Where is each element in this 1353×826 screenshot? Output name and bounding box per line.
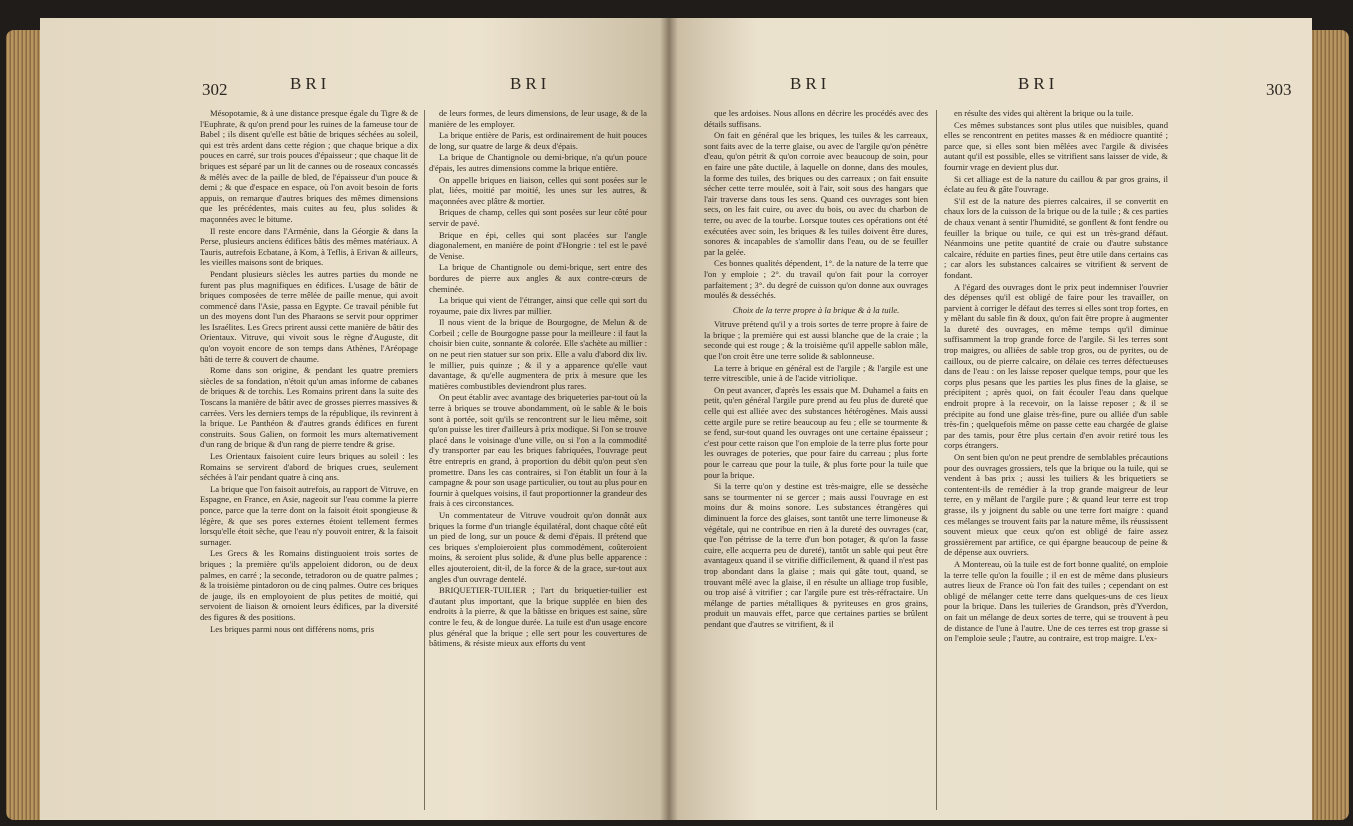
page-number-left: 302 <box>202 80 228 99</box>
paragraph: La terre à brique en général est de l'argile ; & l'argile est une terre vitrescible, unie à de l'acide vitriolique. <box>704 362 928 384</box>
paragraph: On peut établir avec avantage des briqueteries par-tout où la terre à briques se trouve abondamment, où le sable & le bois sont à portée, soit qu'ils se rencontrent sur le lieu même, soit qu'on puisse les tirer d'ailleurs à prix modique. Si l'on se trouve placé dans le voisinage d'une ville, ou si l'on a la commodité d'y transporter par eau les briques fabriquées, l'ouvrage peut être entrepris en grand, à proportion du débit qu'on peut s'en promettre. Dans les cas contraires, si l'on établit un four à la campagne & pour son usage particulier, ou tout au plus pour en fournir à quelques voisins, il faut proportionner la grandeur des frais à ces circonstances. <box>429 392 647 509</box>
running-head-right-1: BRI <box>790 74 831 93</box>
paragraph: Briques de champ, celles qui sont posées sur leur côté pour servir de pavé. <box>429 207 647 228</box>
paragraph: Les Orientaux faisoient cuire leurs briques au soleil : les Romains se servirent d'abord de briques crues, seulement séchées à l'air pendant quatre à cinq ans. <box>200 451 418 483</box>
paragraph: Mésopotamie, & à une distance presque égale du Tigre & de l'Euphrate, & qu'on prend pour les ruines de la fameuse tour de Babel ; ils disent qu'elle est bâtie de briques séchées au soleil, qui est très ardent dans cette région ; que chaque brique a dix pouces en carré, sur trois pouces d'épaisseur ; que chaque lit de briques est séparé par un lit de cannes ou de roseaux concassés & mêlés avec de la paille de bled, de l'épaisseur d'un pouce & demi ; & que d'espace en espace, où l'on avoit besoin de forts appuis, on remarque d'autres briques des mêmes dimensions que les précédentes, mais cuites au feu, plus solides & maçonnées avec le bitume. <box>200 108 418 224</box>
paragraph: Si la terre qu'on y destine est très-maigre, elle se dessèche sans se tourmenter ni se gercer ; mais aussi l'ouvrage en est moins dur & moins sonore. Les substances étrangères qui diminuent la force des glaises, sont tantôt une terre limoneuse & végétale, qui ne contribue en rien à la dureté des ouvrages (car, que l'on pétrisse de la terre d'un bon potager, & qu'on la fasse cuire, elle acquerra peu de dureté), tantôt un sable qui peut être avantageux quand il se vitrifie difficilement, & quand il n'est pas trop abondant dans la glaise ; mais qui gâte tout, quand, se trouvant mêlé avec la glaise, il en résulte un alliage trop fusible, ou trop aisé à vitrifier ; car l'argile pure est très-réfractaire. Un mélange de parties métalliques & pyriteuses en gros grains, produit un mauvais effet, parce que certaines parties se brûlent pendant que d'autres se vitrifient, & il <box>704 481 928 629</box>
paragraph: Brique en épi, celles qui sont placées sur l'angle diagonalement, en manière de point d'Hongrie : tel est le pavé de Venise. <box>429 229 647 261</box>
paragraph: On peut avancer, d'après les essais que M. Duhamel a faits en petit, qu'en général l'argile pure prend au feu plus de dureté que celle qui est alliée avec des substances hétérogènes. Mais aussi cette argile pure se retire beaucoup au feu ; elle se tourmente & se fend, sur-tout quand les ouvrages ont une certaine épaisseur ; c'est pour cette raison que l'on emploie de la terre plus forte pour les ouvrages de poteries, que pour faire du carreau ; plus forte pour le carreau que pour la tuile, & plus forte pour la tuile que pour la brique. <box>704 384 928 480</box>
section-subheading: Choix de la terre propre à la brique & à la tuile. <box>732 304 900 315</box>
paragraph: Ces bonnes qualités dépendent, 1°. de la nature de la terre que l'on y emploie ; 2°. du travail qu'on fait pour la corroyer parfaitement ; 3°. du degré de cuisson qu'on donne aux ouvrages moulés & desséchés. <box>704 258 928 301</box>
left-page <box>40 18 668 820</box>
book-gutter <box>660 18 678 820</box>
paragraph: Rome dans son origine, & pendant les quatre premiers siècles de sa fondation, n'étoit qu'un amas informe de cabanes de briques & de torchis. Les Romains prirent dans la suite des Toscans la manière de bâtir avec de grosses pierres massives & carrées. Vers les derniers temps de la république, ils revinrent à la brique. Le Panthéon & d'autres grands édifices en furent construits. Sous Galien, on formoit les murs alternativement d'un rang de brique & d'un rang de pierre tendre & grise. <box>200 365 418 450</box>
paragraph: La brique de Chantignole ou demi-brique, n'a qu'un pouce d'épais, les autres dimensions comme la brique entière. <box>429 152 647 173</box>
right-column-2 <box>944 108 1168 814</box>
paragraph: Si cet alliage est de la nature du caillou & par gros grains, il éclate au feu & gâte l'ouvrage. <box>944 173 1168 195</box>
running-head-right-2: BRI <box>1018 74 1059 93</box>
paragraph: Vitruve prétend qu'il y a trois sortes de terre propre à faire de la brique ; la première qui est aussi blanche que de la craie ; la seconde qui est rouge ; & la troisième qu'il appelle sablon mâle, que l'on croit être une terre solide & sablonneuse. <box>704 319 928 362</box>
paragraph: Pendant plusieurs siècles les autres parties du monde ne furent pas plus magnifiques en édifices. L'usage de bâtir de briques composées de terre mêlée de paille menue, qui avoit commencé dans l'Asie, passa en Egypte. Ce travail pénible fut un des moyens dont l'un des Pharaons se servit pour opprimer les Israélites. Les Grecs prirent aussi cette manière de bâtir des Orientaux. Vitruve, qui vivoit sous le règne d'Auguste, dit qu'on voyoit encore de son temps dans Athènes, l'Aréopage bâti de terre & couvert de chaume. <box>200 268 418 364</box>
paragraph: Il nous vient de la brique de Bourgogne, de Melun & de Corbeil ; celle de Bourgogne passe pour la meilleure : il faut la choisir bien cuite, sonnante & colorée. Elle s'achète au millier : on ne peut rien statuer sur son prix. Elle a valu d'abord dix liv. le millier, puis quinze ; & il y a apparence qu'elle vaut davantage, & qu'elle augmentera de prix à mesure que les matières combustibles deviendront plus rares. <box>429 317 647 391</box>
column-rule-left <box>424 110 425 810</box>
right-page-edges <box>1309 30 1349 820</box>
paragraph: La brique entière de Paris, est ordinairement de huit pouces de long, sur quatre de large & deux d'épais. <box>429 130 647 151</box>
paragraph: en résulte des vides qui altèrent la brique ou la tuile. <box>954 108 1134 118</box>
paragraph: A Montereau, où la tuile est de fort bonne qualité, on emploie la terre telle qu'on la fouille ; il en est de même dans plusieurs autres lieux de France où l'on fait des tuiles ; cependant on est obligé de mélanger cette terre dans quelques-uns de ces lieux pour la brique. Dans les tuileries de Grandson, près d'Yverdon, on fait un mélange de deux sortes de terre, qui se trouvent à peu de distance de l'une à l'autre. Une de ces terres est trop grasse si on l'emploie seule ; l'autre, au contraire, est trop maigre. L'ex- <box>944 558 1168 644</box>
page-number-right: 303 <box>1266 80 1292 99</box>
paragraph: La brique de Chantignole ou demi-brique, sert entre des bordures de pierre aux angles & aux contre-cœurs de cheminée. <box>429 262 647 294</box>
paragraph: A l'égard des ouvrages dont le prix peut indemniser l'ouvrier des dépenses qu'il est obligé de faire pour les travailler, on parvient à corriger le défaut des terres si elles sont trop fortes, en y mêlant du sable fin & doux, qu'on fait être propre à augmenter la dureté des ouvrages, en même temps qu'il diminue suffisamment la trop grande force de l'argile. Si les terres sont trop maigres, ou alliées de sable trop gros, ou de pyrites, ou de cailloux, ou de pierre calcaire, on délaie ces terres défectueuses dans de l'eau : on les laisse reposer quelque temps, pour que les corps plus pesans que les parties les plus fines de la glaise, se précipitent ; après quoi, on fait écouler l'eau dans quelque endroit propre à la recevoir, on la laisse reposer ; & il se précipite au fond une glaise très-fine, pure ou alliée d'un sable très-fin ; quelquefois même on passe cette eau chargée de glaise par des tamis, pour être plus certain d'en avoir retiré tous les corps étrangers. <box>944 281 1168 451</box>
paragraph: S'il est de la nature des pierres calcaires, il se convertit en chaux lors de la cuisson de la brique ou de la tuile ; & ces parties de chaux venant à sentir l'humidité, se gonflent & font fendre ou feuiller la brique ou tuile, ce qui est un très-grand défaut. Néanmoins une petite quantité de craie ou d'autre substance calcaire, réduite en parties fines, peut être utile dans certains cas ; car alors les substances calcaires se vitrifient & servent de fondant. <box>944 195 1168 280</box>
running-head-left-2: BRI <box>510 74 551 93</box>
left-column-2 <box>429 108 647 814</box>
paragraph: La brique qui vient de l'étranger, ainsi que celle qui sort du royaume, paie dix livres par millier. <box>429 295 647 316</box>
right-page <box>668 18 1312 820</box>
paragraph: BRIQUETIER-TUILIER ; l'art du briquetier-tuilier est d'autant plus important, que la brique supplée en bien des endroits à la pierre, & que la bâtisse en briques est saine, sûre contre le feu, & de longue durée. La tuile est d'un usage encore plus général que la brique ; elle sert pour les couvertures de bâtimens, & résiste mieux aux efforts du vent <box>429 585 647 649</box>
paragraph: de leurs formes, de leurs dimensions, de leur usage, & de la manière de les employer. <box>429 108 647 129</box>
paragraph: Ces mêmes substances sont plus utiles que nuisibles, quand elles se rencontrent en petites masses & en médiocre quantité ; parce que, si elles sont bien mêlées avec l'argile & divisées autant qu'il est possible, elles se vitrifient sans laisser de vide, & fournir vrage en devient plus dur. <box>944 119 1168 172</box>
running-head-left-1: BRI <box>290 74 331 93</box>
paragraph: Les briques parmi nous ont différens noms, pris <box>210 623 375 634</box>
paragraph: On appelle briques en liaison, celles qui sont posées sur le plat, liées, moitié par moitié, les unes sur les autres, & maçonnées avec plâtre & mortier. <box>429 174 647 206</box>
paragraph: que les ardoises. Nous allons en décrire les procédés avec des détails suffisans. <box>704 108 928 129</box>
column-rule-right <box>936 110 937 810</box>
paragraph: Il reste encore dans l'Arménie, dans la Géorgie & dans la Perse, plusieurs anciens édifices bâtis des mêmes matériaux. A Tauris, autrefois Ecbatane, à Kom, à Teflis, à Erivan & ailleurs, les vieilles maisons sont de briques. <box>200 225 418 268</box>
paragraph: Les Grecs & les Romains distinguoient trois sortes de briques ; la première qu'ils appeloient didoron, ou de deux palmes, en carré ; la seconde, tetradoron ou de quatre palmes ; & la troisième pintadoron ou de cinq palmes. Outre ces briques de jauge, ils en employoient de plus petites de moitié, qui servoient de liaison & ornoient leurs édifices, par la diversité des figures & des positions. <box>200 548 418 622</box>
paragraph: La brique que l'on faisoit autrefois, au rapport de Vitruve, en Espagne, en France, en Asie, nageoit sur l'eau comme la pierre ponce, parce que la terre dont on la faisoit étoit spongieuse & légère, & que ses pores externes étoient tellement fermes lorsqu'elle étoit sèche, que l'eau n'y pouvoit entrer, & la faisoit surnager. <box>200 483 418 547</box>
right-column-1 <box>704 108 928 814</box>
paragraph: On sent bien qu'on ne peut prendre de semblables précautions pour des ouvrages grossiers, tels que la brique ou la tuile, qui se vendent à bas prix ; aussi les tuiliers & les briquetiers se contentent-ils de remédier à la trop grande maigreur de leur terre, en y mêlant de l'argile pure ; & quand leur terre est trop grasse, ils y joignent du sable ou une terre fort maigre : quand ces mélanges se trouvent faits par la nature même, ils réussissent souvent mieux que ceux qu'on est obligé de faire assez grossièrement par artifice, ce qui épargne beaucoup de peine & de dépense aux ouvriers. <box>944 452 1168 558</box>
paragraph: On fait en général que les briques, les tuiles & les carreaux, sont faits avec de la terre glaise, ou avec de l'argile qu'on pénètre d'eau, qu'on pétrit & qu'on corroie avec beaucoup de soin, pour en faire une pâte ductile, à laquelle on donne, dans des moules, la forme des tuiles, des briques ou des carreaux ; on fait ensuite sécher cette terre moulée, soit à l'air, soit sous des hangars que l'air traverse dans tous les sens. Quand ces ouvrages sont bien secs, on les fait cuire, ou avec du bois, ou avec du charbon de terre, ou avec de la tourbe. Lorsque toutes ces opérations ont été exécutées avec soin, les briques & les tuiles doivent être dures, sonores & incapables de s'amollir dans l'eau, ou de se feuiller par la gelée. <box>704 130 928 257</box>
left-column-1 <box>200 108 418 814</box>
paragraph: Un commentateur de Vitruve voudroit qu'on donnât aux briques la forme d'un triangle équilatéral, dont chaque côté eût un pied de long, sur un pouce & demi d'épais. Il prétend que ces briques s'emploieroient plus commodément, coûteroient moins, & seroient plus solide, & d'une plus belle apparence : elles ajouteroient, dit-il, de la force & de la grace, sur-tout aux angles d'un ouvrage dentelé. <box>429 509 647 584</box>
